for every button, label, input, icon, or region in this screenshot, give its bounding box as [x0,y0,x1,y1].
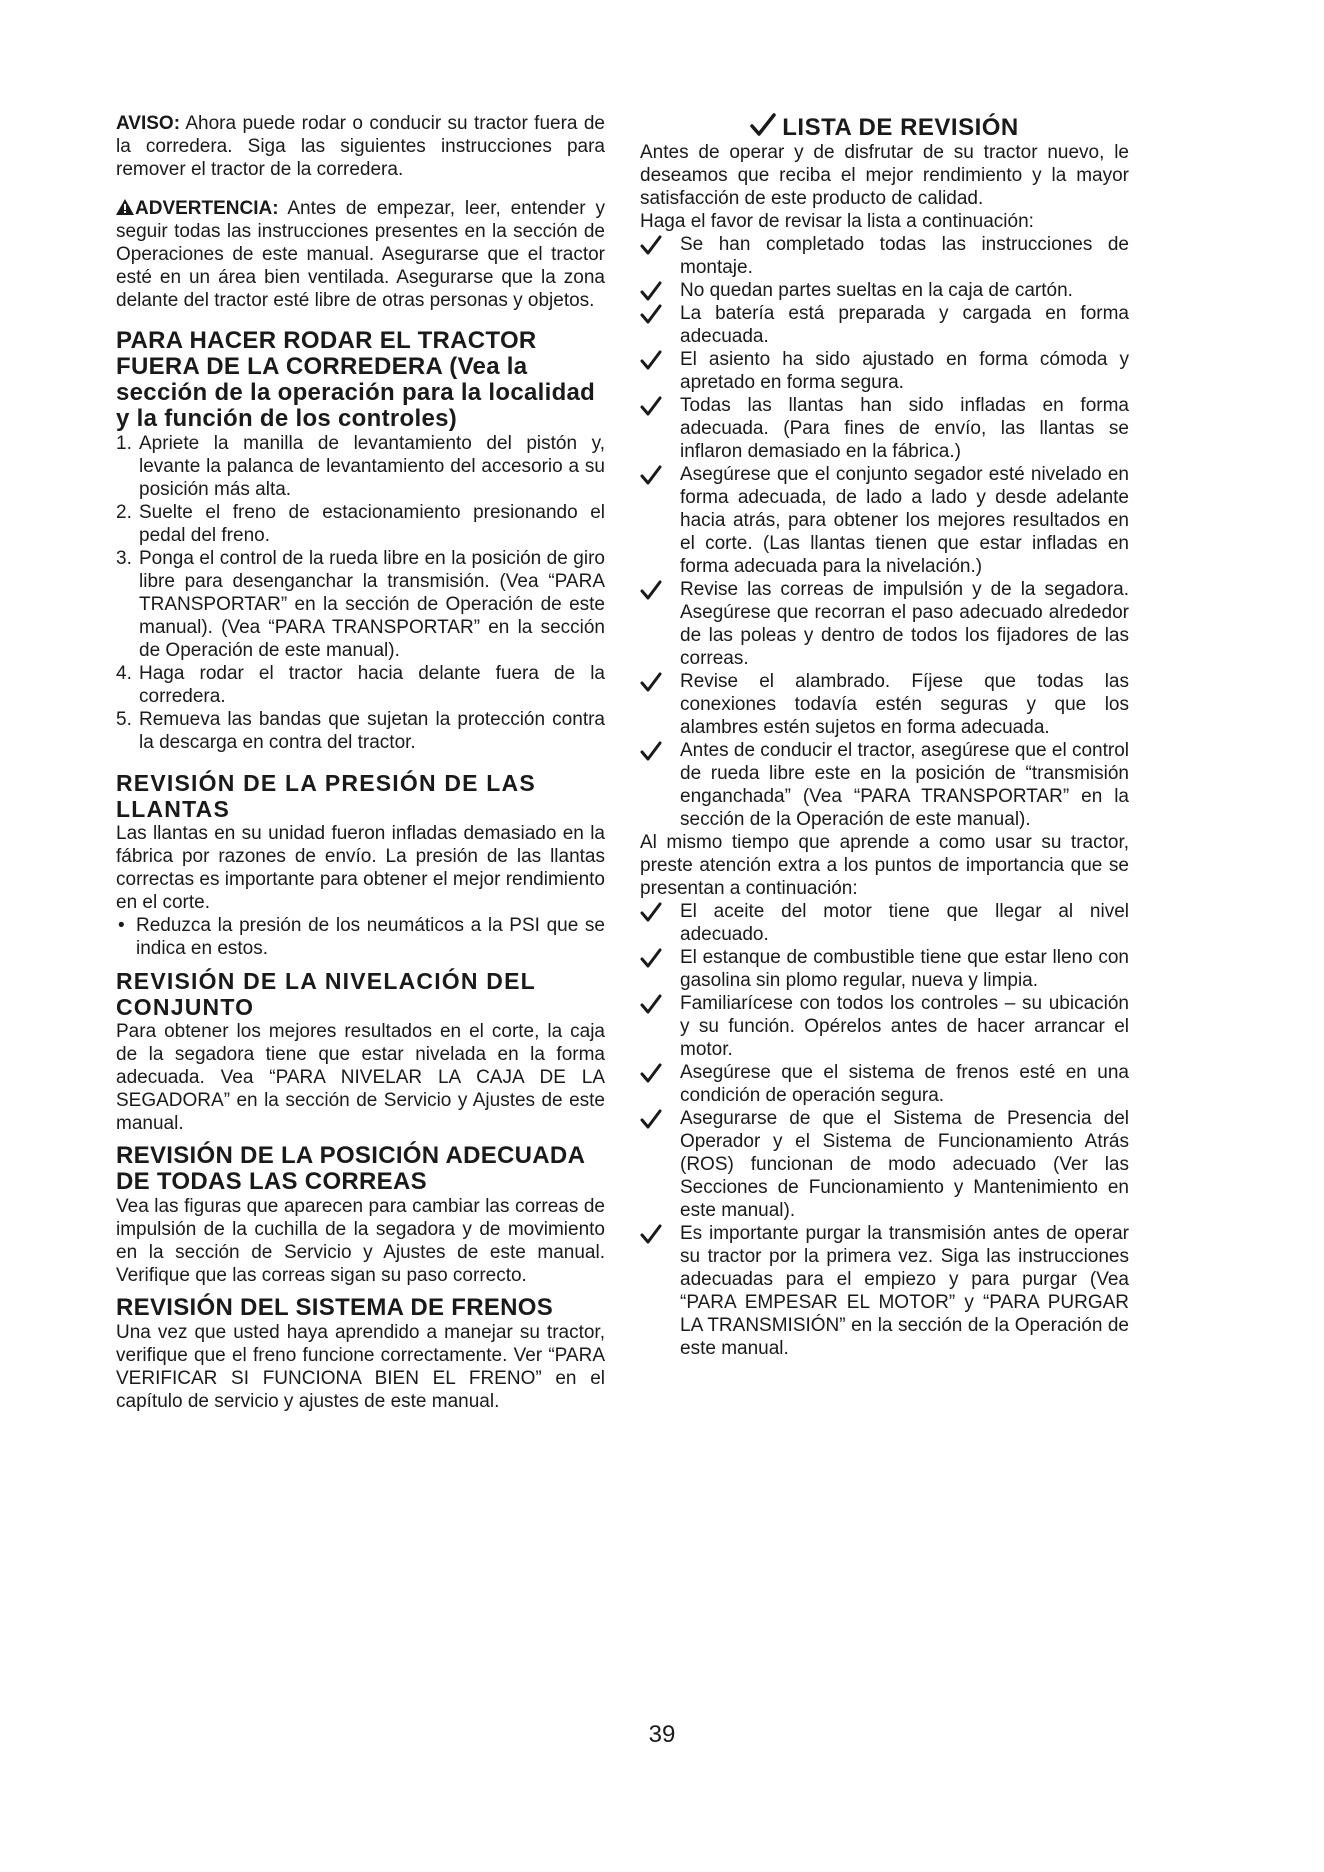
step-item [116,547,605,662]
checklist-item [640,1061,1129,1107]
presion-text: Las llantas en su unidad fueron infladas demasiado en la fábrica por razones de envío. La presión de las llantas correctas es importante para obtener el mejor rendimiento en el corte. [116,823,605,913]
checkmark-icon [640,395,662,417]
checklist-item-text: Asegurarse de que el Sistema de Presencia del Operador y el Sistema de Funcionamiento Atrás (ROS) funcionan de modo adecuado (Ver las Secciones de Funcionamiento y Mantenimiento en este manual). [680,1108,1129,1221]
checklist-item-text: Todas las llantas han sido infladas en forma adecuada. (Para fines de envío, las llantas se inflaron demasiado en la fábrica.) [680,395,1129,462]
checklist-item-text: Familiarícese con todos los controles – su ubicación y su función. Opérelos antes de hacer arrancar el motor. [680,993,1129,1060]
checklist-item [640,1222,1129,1360]
advertencia-paragraph [116,197,605,312]
checkmark-icon [640,579,662,601]
bullet-text: Reduzca la presión de los neumáticos a la PSI que se indica en estos. [136,915,605,959]
advertencia-text: Antes de empezar, leer, entender y seguir todas las instrucciones presentes en la sección de Operaciones de este manual. Asegurarse que el tractor esté en un área bien ventilada. Asegurarse que la zona delante del tractor esté libre de otras personas y objetos. [116,198,605,311]
step-text: Ponga el control de la rueda libre en la posición de giro libre para desenganchar la transmisión. (Vea “PARA TRANSPORTAR” en la sección de Operación de este manual). (Vea “PARA TRANSPORTAR” en la sección de Operación de este manual). [139,548,605,661]
step-item [116,501,605,547]
aviso-paragraph [116,112,605,181]
checklist-item-text: Se han completado todas las instrucciones de montaje. [680,234,1129,278]
checkmark-icon [640,740,662,762]
checklist-item-text: Antes de conducir el tractor, asegúrese que el control de rueda libre este en la posición de “transmisión enganchada” (Vea “PARA TRANSPORTAR” en la sección de la Operación de este manual). [680,740,1129,830]
lista-intro-3: Al mismo tiempo que aprende a como usar su tractor, preste atención extra a los puntos de importancia que se presentan a continuación: [640,832,1129,899]
checklist-item [640,946,1129,992]
checklist-item-text: La batería está preparada y cargada en forma adecuada. [680,303,1129,347]
checkmark-icon [640,1223,662,1245]
checklist-item [640,348,1129,394]
right-column [640,112,1129,1360]
frenos-heading: REVISIÓN DEL SISTEMA DE FRENOS [116,1294,554,1321]
aviso-text: Ahora puede rodar o conducir su tractor fuera de la corredera. Siga las siguientes instrucciones para remover el tractor de la corredera. [116,113,605,180]
step-item [116,708,605,754]
step-text: Suelte el freno de estacionamiento presionando el pedal del freno. [139,502,605,546]
checklist-item [640,1107,1129,1222]
left-column [116,112,605,1413]
checkmark-icon [640,349,662,371]
bullet-item [116,914,605,960]
checklist-item-text: Asegúrese que el conjunto segador esté nivelado en forma adecuada, de lado a lado y desde adelante hacia atrás, para obtener los mejores resultados en el corte. (Las llantas tienen que estar infladas en forma adecuada para la nivelación.) [680,464,1129,577]
checklist-item-text: Asegúrese que el sistema de frenos esté en una condición de operación segura. [680,1062,1129,1106]
checklist-item [640,463,1129,578]
checklist-item-text: Revise las correas de impulsión y de la segadora. Asegúrese que recorran el paso adecuado alrededor de las poleas y dentro de todos los fijadores de las correas. [680,579,1129,669]
frenos-text: Una vez que usted haya aprendido a manejar su tractor, verifique que el freno funcione correctamente. Ver “PARA VERIFICAR SI FUNCIONA BIEN EL FRENO” en el capítulo de servicio y ajustes de este manual. [116,1322,605,1412]
checkmark-icon [750,112,776,138]
lista-intro: Antes de operar y de disfrutar de su tractor nuevo, le deseamos que reciba el mejor rendimiento y la mayor satisfacción de este producto de calidad. [640,142,1129,209]
checklist-item-text: El asiento ha sido ajustado en forma cómoda y apretado en forma segura. [680,349,1129,393]
presion-bullets [116,914,605,960]
presion-heading: REVISIÓN DE LA PRESIÓN DE LAS LLANTAS [116,770,536,822]
step-text: Haga rodar el tractor hacia delante fuera de la corredera. [139,663,605,707]
correas-heading: REVISIÓN DE LA POSICIÓN ADECUADA DE TODAS LAS CORREAS [116,1142,585,1195]
checklist-item-text: Revise el alambrado. Fíjese que todas las conexiones todavía estén seguras y que los alambres estén sujetos en forma adecuada. [680,671,1129,738]
checkmark-icon [640,901,662,923]
checklist-item-text: No quedan partes sueltas en la caja de cartón. [680,280,1073,301]
bullet-dot: • [118,915,125,936]
checkmark-icon [640,303,662,325]
page-number: 39 [648,1721,676,1748]
checkmark-icon [640,947,662,969]
step-item [116,432,605,501]
lista-intro-2: Haga el favor de revisar la lista a continuación: [640,211,1034,232]
rodar-steps-list [116,432,605,754]
checkmark-icon [640,1108,662,1130]
checklist-item [640,739,1129,831]
rodar-heading: PARA HACER RODAR EL TRACTOR FUERA DE LA CORREDERA (Vea la sección de la operación para la localidad y la función de los controles) [116,327,596,432]
step-number: 5. [116,709,132,730]
checklist-item-text: El aceite del motor tiene que llegar al nivel adecuado. [680,901,1129,945]
checkmark-icon [640,1062,662,1084]
checkmark-icon [640,671,662,693]
step-number: 2. [116,502,132,523]
checklist-item [640,670,1129,739]
checklist-item [640,394,1129,463]
checklist-2 [640,900,1129,1360]
checklist-item [640,279,1129,302]
checklist-item [640,233,1129,279]
checkmark-icon [640,234,662,256]
step-item [116,662,605,708]
checklist-item [640,578,1129,670]
step-number: 1. [116,433,132,454]
advertencia-label: ADVERTENCIA: [135,198,279,219]
checklist-item [640,992,1129,1061]
step-number: 4. [116,663,132,684]
step-text: Remueva las bandas que sujetan la protección contra la descarga en contra del tractor. [139,709,605,753]
step-number: 3. [116,548,132,569]
nivelacion-text: Para obtener los mejores resultados en el corte, la caja de la segadora tiene que estar nivelada en la forma adecuada. Vea “PARA NIVELAR LA CAJA DE LA SEGADORA” en la sección de Servicio y Ajustes de este manual. [116,1021,605,1134]
nivelacion-heading: REVISIÓN DE LA NIVELACIÓN DEL CONJUNTO [116,968,536,1020]
checklist-item [640,900,1129,946]
checklist-1 [640,233,1129,831]
warning-triangle-icon [116,199,134,215]
step-text: Apriete la manilla de levantamiento del pistón y, levante la palanca de levantamiento del accesorio a su posición más alta. [139,433,605,500]
checkmark-icon [640,280,662,302]
checkmark-icon [640,993,662,1015]
checkmark-icon [640,464,662,486]
aviso-label: AVISO: [116,113,181,134]
lista-title-text: LISTA DE REVISIÓN [782,114,1019,141]
correas-text: Vea las figuras que aparecen para cambiar las correas de impulsión de la cuchilla de la segadora y de movimiento en la sección de Servicio y Ajustes de este manual. Verifique que las correas sigan su paso correcto. [116,1196,605,1286]
lista-title [640,112,1129,141]
checklist-item [640,302,1129,348]
checklist-item-text: Es importante purgar la transmisión antes de operar su tractor por la primera vez. Siga las instrucciones adecuadas para el empiezo y para purgar (Vea “PARA EMPESAR EL MOTOR” y “PARA PURGAR LA TRANSMISIÓN” en la sección de la Operación de este manual. [680,1223,1129,1359]
checklist-item-text: El estanque de combustible tiene que estar lleno con gasolina sin plomo regular, nueva y limpia. [680,947,1129,991]
